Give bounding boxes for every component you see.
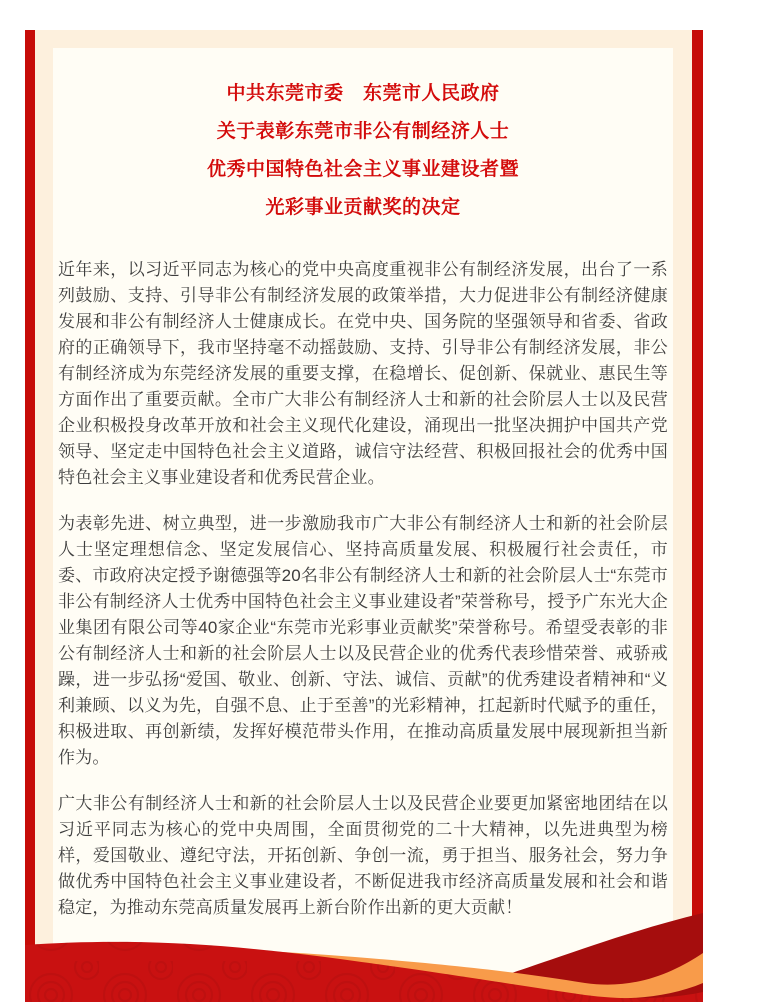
paragraph-1: 近年来，以习近平同志为核心的党中央高度重视非公有制经济发展，出台了一系列鼓励、支持、引导非公有制经济发展的政策举措，大力促进非公有制经济健康发展和非公有制经济人士健康成长。在党中央、国务院的坚强领导和省委、省政府的正确领导下，我市坚持毫不动摇鼓励、支持、引导非公有制经济发展，非公有制经济成为东莞经济发展的重要支撑，在稳增长、促创新、保就业、惠民生等方面作出了重要贡献。全市广大非公有制经济人士和新的社会阶层人士以及民营企业积极投身改革开放和社会主义现代化建设，涌现出一批坚决拥护中国共产党领导、坚定走中国特色社会主义道路，诚信守法经营、积极回报社会的优秀中国特色社会主义事业建设者和优秀民营企业。 [58, 260, 668, 487]
left-red-stripe-decoration [25, 30, 35, 1002]
bottom-wave-decoration [25, 895, 703, 1002]
document-title [58, 75, 668, 227]
title-line-2: 关于表彰东莞市非公有制经济人士 [216, 121, 510, 142]
right-red-stripe-decoration [692, 30, 703, 1002]
paragraph-3: 广大非公有制经济人士和新的社会阶层人士以及民营企业要更加紧密地团结在以习近平同志为核心的党中央周围，全面贯彻党的二十大精神，以先进典型为榜样，爱国敬业、遵纪守法，开拓创新、争创一流，勇于担当、服务社会，努力争做优秀中国特色社会主义事业建设者，不断促进我市经济高质量发展和社会和谐稳定，为推动东莞高质量发展再上新台阶作出新的更大贡献！ [58, 794, 668, 917]
document-body [53, 48, 673, 1002]
title-line-1: 中共东莞市委 东莞市人民政府 [226, 83, 500, 104]
document-card [25, 30, 703, 1002]
paragraph-2: 为表彰先进、树立典型，进一步激励我市广大非公有制经济人士和新的社会阶层人士坚定理想信念、坚定发展信心、坚持高质量发展、积极履行社会责任，市委、市政府决定授予谢德强等20名非公有制经济人士和新的社会阶层人士“东莞市非公有制经济人士优秀中国特色社会主义事业建设者”荣誉称号，授予广东光大企业集团有限公司等40家企业“东莞市光彩事业贡献奖”荣誉称号。希望受表彰的非公有制经济人士和新的社会阶层人士以及民营企业的优秀代表珍惜荣誉、戒骄戒躁，进一步弘扬“爱国、敬业、创新、守法、诚信、贡献”的优秀建设者精神和“义利兼顾、以义为先，自强不息、止于至善”的光彩精神，扛起新时代赋予的重任，积极进取、再创新绩，发挥好模范带头作用，在推动高质量发展中展现新担当新作为。 [58, 514, 668, 767]
title-line-3: 优秀中国特色社会主义事业建设者暨 [206, 159, 519, 180]
title-line-4: 光彩事业贡献奖的决定 [265, 197, 461, 218]
